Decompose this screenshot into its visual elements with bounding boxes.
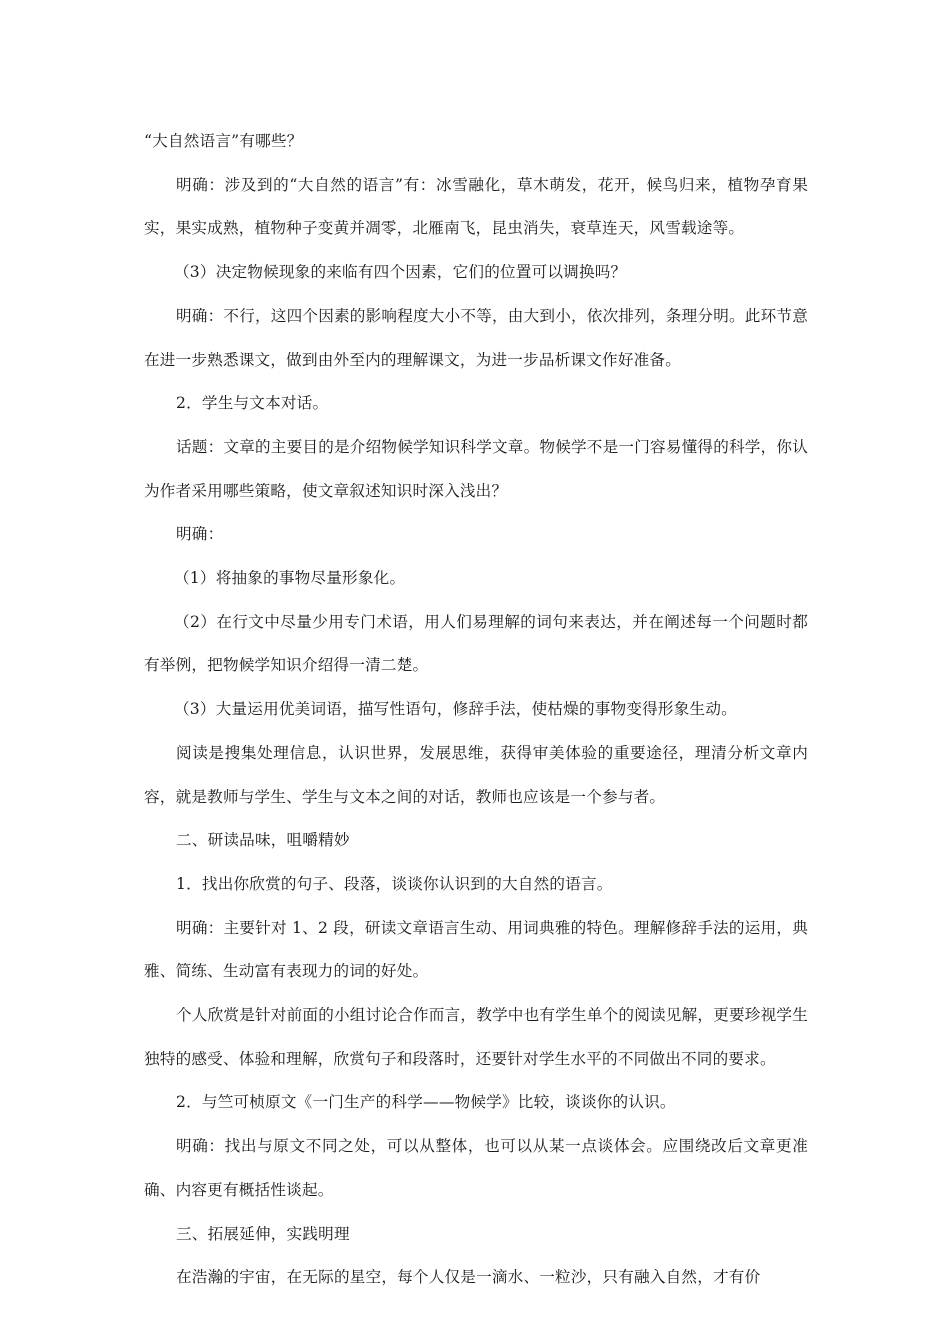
paragraph-strategy-1: （1）将抽象的事物尽量形象化。 (174, 569, 406, 588)
paragraph-topic-strategies: 话题：文章的主要目的是介绍物候学知识科学文章。物候学不是一门容易懂得的科学，你认为作者采用哪些策略，使文章叙述知识时深入浅出？ (144, 437, 808, 500)
paragraph-reading-note: 阅读是搜集处理信息，认识世界，发展思维，获得审美体验的重要途径，理清分析文章内容，就是教师与学生、学生与文本之间的对话，教师也应该是一个参与者。 (144, 743, 808, 806)
paragraph-question-four-factors: （3）决定物候现象的来临有四个因素，它们的位置可以调换吗？ (174, 263, 627, 282)
paragraph-task-1: 1．找出你欣赏的句子、段落，谈谈你认识到的大自然的语言。 (176, 874, 613, 893)
paragraph-task-2: 2．与竺可桢原文《一门生产的科学——物候学》比较，谈谈你的认识。 (176, 1093, 676, 1112)
paragraph-strategy-2: （2）在行文中尽量少用专门术语，用人们易理解的词句来表达，并在阐述每一个问题时都有举例，把物候学知识介绍得一清二楚。 (144, 612, 808, 675)
paragraph-answer-task-2: 明确：找出与原文不同之处，可以从整体，也可以从某一点谈体会。应围绕改后文章更准确、内容更有概括性谈起。 (144, 1137, 808, 1199)
paragraph-question-nature-language: “大自然语言”有哪些？ (144, 132, 303, 150)
paragraph-answer-four-factors: 明确：不行，这四个因素的影响程度大小不等，由大到小，依次排列，条理分明。此环节意在进一步熟悉课文，做到由外至内的理解课文，为进一步品析课文作好准备。 (144, 306, 808, 369)
paragraph-answer-task-1: 明确：主要针对 1、2 段，研读文章语言生动、用词典雅的特色。理解修辞手法的运用，典雅、简练、生动富有表现力的词的好处。 (144, 918, 808, 981)
paragraph-extension: 在浩瀚的宇宙，在无际的星空，每个人仅是一滴水、一粒沙，只有融入自然，才有价 (176, 1268, 761, 1287)
paragraph-appreciation-note: 个人欣赏是针对前面的小组讨论合作而言，教学中也有学生单个的阅读见解，更要珍视学生独特的感受、体验和理解，欣赏句子和段落时，还要针对学生水平的不同做出不同的要求。 (144, 1006, 808, 1068)
section-heading-2: 二、研读品味，咀嚼精妙 (176, 831, 350, 850)
section-heading-3: 三、拓展延伸，实践明理 (176, 1224, 350, 1243)
paragraph-answer-nature-language: 明确：涉及到的“大自然的语言”有：冰雪融化，草木萌发，花开，候鸟归来，植物孕育果实，果实成熟，植物种子变黄并凋零，北雁南飞，昆虫消失，衰草连天，风雪载途等。 (144, 175, 808, 238)
document-body (144, 120, 808, 1300)
paragraph-section-student-text-dialogue: 2．学生与文本对话。 (176, 394, 329, 413)
paragraph-strategy-3: （3）大量运用优美词语，描写性语句，修辞手法，使枯燥的事物变得形象生动。 (174, 700, 737, 719)
paragraph-answer-label: 明确： (176, 525, 224, 544)
